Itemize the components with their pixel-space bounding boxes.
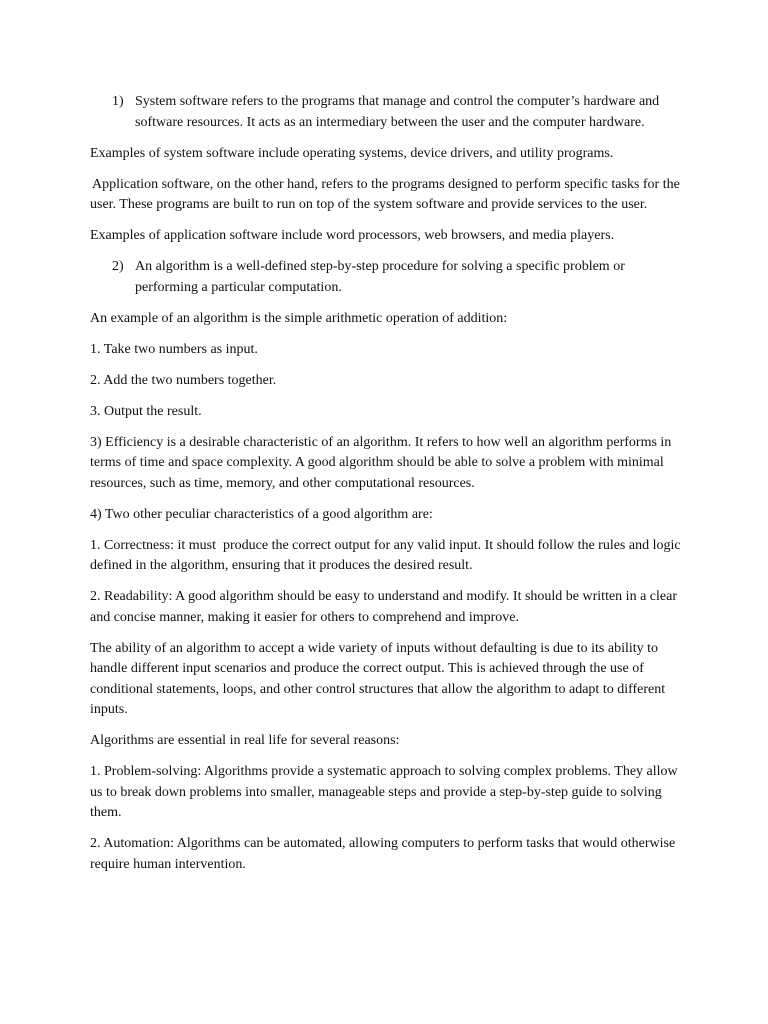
paragraph-problem-solving: 1. Problem-solving: Algorithms provide a systematic approach to solving complex problems. They allow us to break down problems into smaller, manageable steps and provide a step-by-step guide to solving them. (90, 764, 678, 820)
paragraph-real-life-intro: Algorithms are essential in real life for several reasons: (90, 733, 400, 748)
paragraph-system-software-examples: Examples of system software include operating systems, device drivers, and utility programs. (90, 145, 614, 161)
paragraph-step-3: 3. Output the result. (90, 403, 202, 419)
paragraph-application-software-examples: Examples of application software include word processors, web browsers, and media players. (90, 228, 615, 243)
paragraph-correctness: 1. Correctness: it must produce the correct output for any valid input. It should follow the rules and logic defined in the algorithm, ensuring that it produces the desired result. (90, 537, 685, 573)
paragraph-input-handling: The ability of an algorithm to accept a wide variety of inputs without defaulting is due to its ability to handle different input scenarios and produce the correct output. This is achieved through the use of conditional statements, loops, and other control structures that allow the algorithm to adapt to different inputs. (90, 640, 666, 717)
numbered-item-system-software (90, 92, 682, 133)
paragraph-efficiency: 3) Efficiency is a desirable characteristic of an algorithm. It refers to how well an algorithm performs in terms of time and space complexity. A good algorithm should be able to solve a problem with minimal resources, such as time, memory, and other computational resources. (90, 434, 672, 491)
paragraph-readability: 2. Readability: A good algorithm should be easy to understand and modify. It should be written in a clear and concise manner, making it easier for others to comprehend and improve. (90, 589, 677, 625)
list-item-text: An algorithm is a well-defined step-by-step procedure for solving a specific problem or performing a particular computation. (135, 259, 625, 295)
paragraph-algorithm-example-intro: An example of an algorithm is the simple arithmetic operation of addition: (90, 310, 508, 326)
numbered-item-algorithm (90, 257, 682, 298)
paragraph-characteristics-intro: 4) Two other peculiar characteristics of a good algorithm are: (90, 506, 433, 522)
list-marker: 1) (112, 94, 124, 109)
document-page (90, 92, 685, 886)
paragraph-automation: 2. Automation: Algorithms can be automated, allowing computers to perform tasks that would otherwise require human intervention. (90, 836, 676, 872)
paragraph-step-2: 2. Add the two numbers together. (90, 372, 277, 388)
paragraph-application-software: Application software, on the other hand, refers to the programs designed to perform specific tasks for the user. These programs are built to run on top of the system software and provide services to the user. (90, 176, 680, 212)
list-marker: 2) (112, 259, 124, 274)
list-item-text: System software refers to the programs that manage and control the computer’s hardware and software resources. It acts as an intermediary between the user and the computer hardware. (135, 94, 660, 130)
paragraph-step-1: 1. Take two numbers as input. (90, 341, 258, 357)
